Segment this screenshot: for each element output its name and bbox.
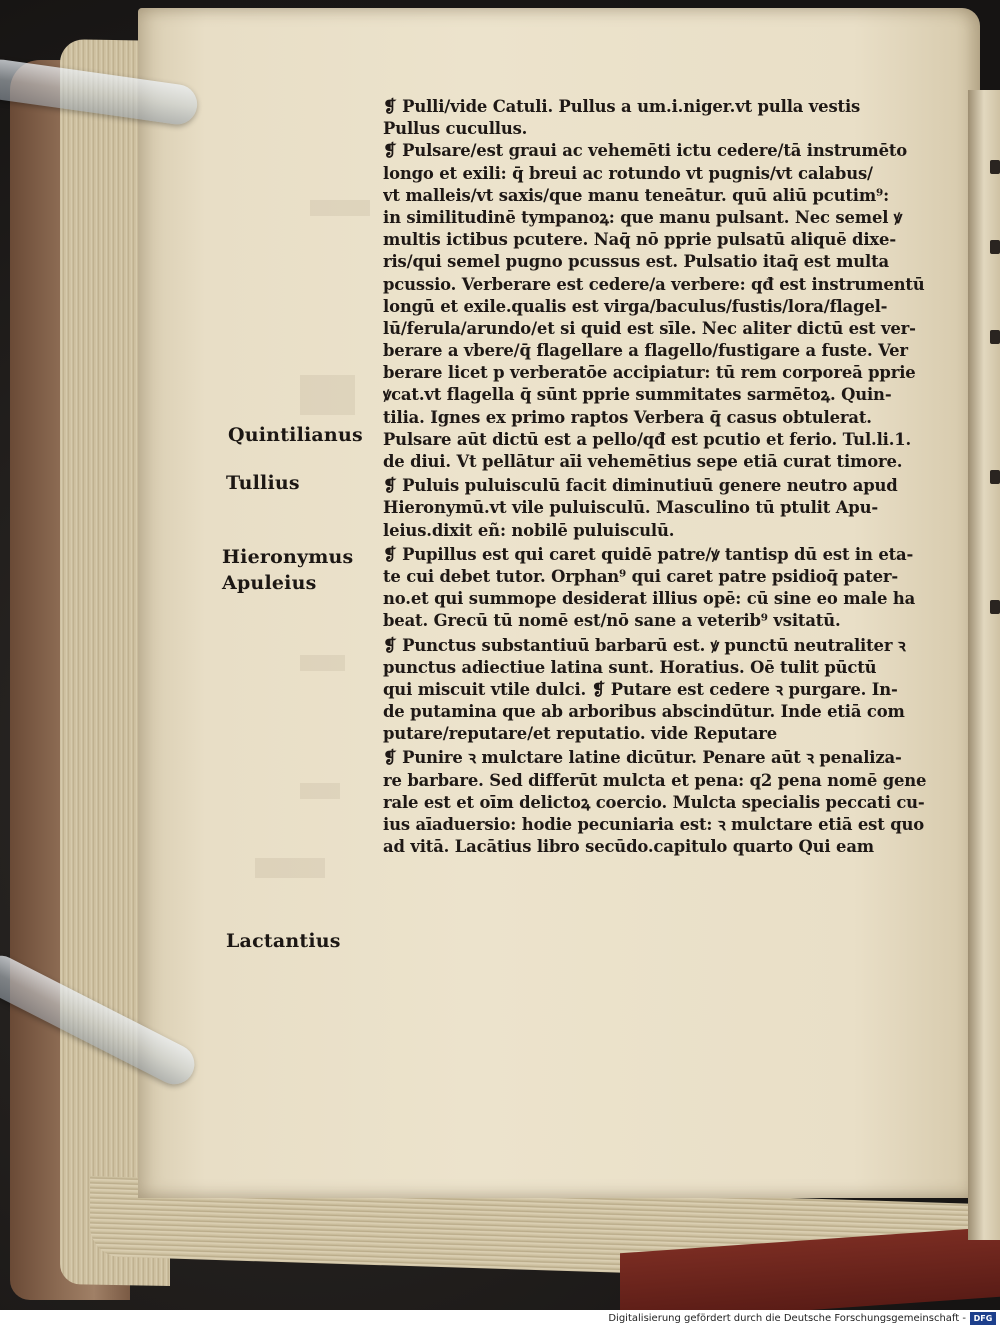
text-line: berare licet p verberatōe accipiatur: tū rem corporeā pprie <box>383 363 916 383</box>
text-line: ris/qui semel pugno pcussus est. Pulsatio itaq̄ est multa <box>383 252 889 272</box>
text-line: longū et exile.qualis est virga/baculus/fustis/lora/flagel- <box>383 296 888 316</box>
text-line: beat. Grecū tū nomē est/nō sane a veterib⁹ vsitatū. <box>383 611 841 631</box>
facing-page-glyph <box>990 330 1000 344</box>
bleed-through-mark <box>300 655 345 671</box>
facing-page-glyph <box>990 600 1000 614</box>
text-line: lū/ferula/arundo/et si quid est sīle. Nec aliter dictū est ver- <box>383 318 916 338</box>
text-line: longo et exili: q̄ breui ac rotundo vt pugnis/vt calabus/ <box>383 163 873 183</box>
bleed-through-mark <box>310 200 370 216</box>
text-line: ad vitā. Lacātius libro secūdo.capitulo quarto Qui eam <box>383 837 874 857</box>
text-line: putare/reputare/et reputatio. vide Reputare <box>383 724 778 744</box>
text-line: no.et qui summope desiderat illius opē: cū sine eo male ha <box>383 589 916 609</box>
margin-note-hieronymus: Hieronymus <box>222 546 354 568</box>
text-line: ius aīaduersio: hodie pecuniaria est: ꝛ mulctare etiā est quo <box>383 815 925 834</box>
main-text-column <box>383 96 948 858</box>
text-line: vt malleis/vt saxis/que manu teneātur. quū aliū pcutim⁹: <box>383 185 889 205</box>
text-line: qui miscuit vtile dulci. ❡ Putare est cedere ꝛ purgare. In- <box>383 679 898 699</box>
text-line: Pullus cucullus. <box>383 119 528 139</box>
bleed-through-mark <box>255 858 325 878</box>
facing-page-glyph <box>990 470 1000 484</box>
margin-note-tullius: Tullius <box>226 472 300 494</box>
text-line: ❡ Pulli/vide Catuli. Pullus a um.i.niger.vt pulla vestis <box>383 97 861 116</box>
facing-page-glyph <box>990 160 1000 174</box>
digitization-credit: Digitalisierung gefördert durch die Deutsche Forschungsgemeinschaft - <box>608 1313 966 1324</box>
text-line: in similitudinē tympanoꝝ: que manu pulsant. Nec semel ꝟ <box>383 207 902 227</box>
text-line: punctus adiectiue latina sunt. Horatius. Oē tulit pūctū <box>383 657 877 677</box>
text-line: berare a vbere/q̄ flagellare a flagello/fustigare a fuste. Ver <box>383 341 908 361</box>
text-line: ❡ Pulsare/est graui ac vehemēti ictu cedere/tā instrumēto <box>383 141 908 161</box>
text-line: ❡ Pupillus est qui caret quidē patre/ꝟ tantisp dū est in eta- <box>383 544 914 564</box>
text-line: pcussio. Verberare est cedere/a verbere: qđ est instrumentū <box>383 274 925 294</box>
text-line: leius.dixit eñ: nobilē puluisculū. <box>383 520 675 540</box>
text-line: ❡ Punctus substantiuū barbarū est. ꝟ punctū neutraliter ꝛ <box>383 635 906 655</box>
margin-note-quintilianus: Quintilianus <box>228 424 363 446</box>
text-line: ꝟcat.vt flagella q̄ sūnt pprie summitates sarmētoꝝ. Quin- <box>383 385 892 405</box>
text-line: de diui. Vt pellātur aīi vehemētius sepe etiā curat timore. <box>383 452 903 471</box>
dfg-logo: DFG <box>970 1312 996 1325</box>
facing-page-edge <box>968 90 1000 1240</box>
facing-page-glyph <box>990 240 1000 254</box>
footer-bar <box>0 1310 1000 1328</box>
margin-note-apuleius: Apuleius <box>222 572 317 594</box>
text-line: te cui debet tutor. Orphan⁹ qui caret patre psidioq̄ pater- <box>383 566 899 586</box>
bleed-through-mark <box>300 375 355 415</box>
text-line: de putamina que ab arboribus abscindūtur. Inde etiā com <box>383 702 905 722</box>
text-line: re barbare. Sed differūt mulcta et pena: q2 pena nomē gene <box>383 770 927 790</box>
text-line: tilia. Ignes ex primo raptos Verbera q̄ casus obtulerat. <box>383 407 872 427</box>
bleed-through-mark <box>300 783 340 799</box>
text-line: ❡ Puluis puluisculū facit diminutiuū genere neutro apud <box>383 476 898 496</box>
margin-note-lactantius: Lactantius <box>226 930 341 952</box>
text-line: rale est et oīm delictoꝝ coercio. Mulcta specialis peccati cu- <box>383 792 925 812</box>
text-line: Pulsare aūt dictū est a pello/qđ est pcutio et ferio. Tul.li.1. <box>383 429 912 449</box>
text-line: Hieronymū.vt vile puluisculū. Masculino tū ptulit Apu- <box>383 498 879 518</box>
text-line: multis ictibus pcutere. Naq̄ nō pprie pulsatū aliquē dixe- <box>383 230 896 250</box>
text-line: ❡ Punire ꝛ mulctare latine dicūtur. Penare aūt ꝛ penaliza- <box>383 748 902 768</box>
